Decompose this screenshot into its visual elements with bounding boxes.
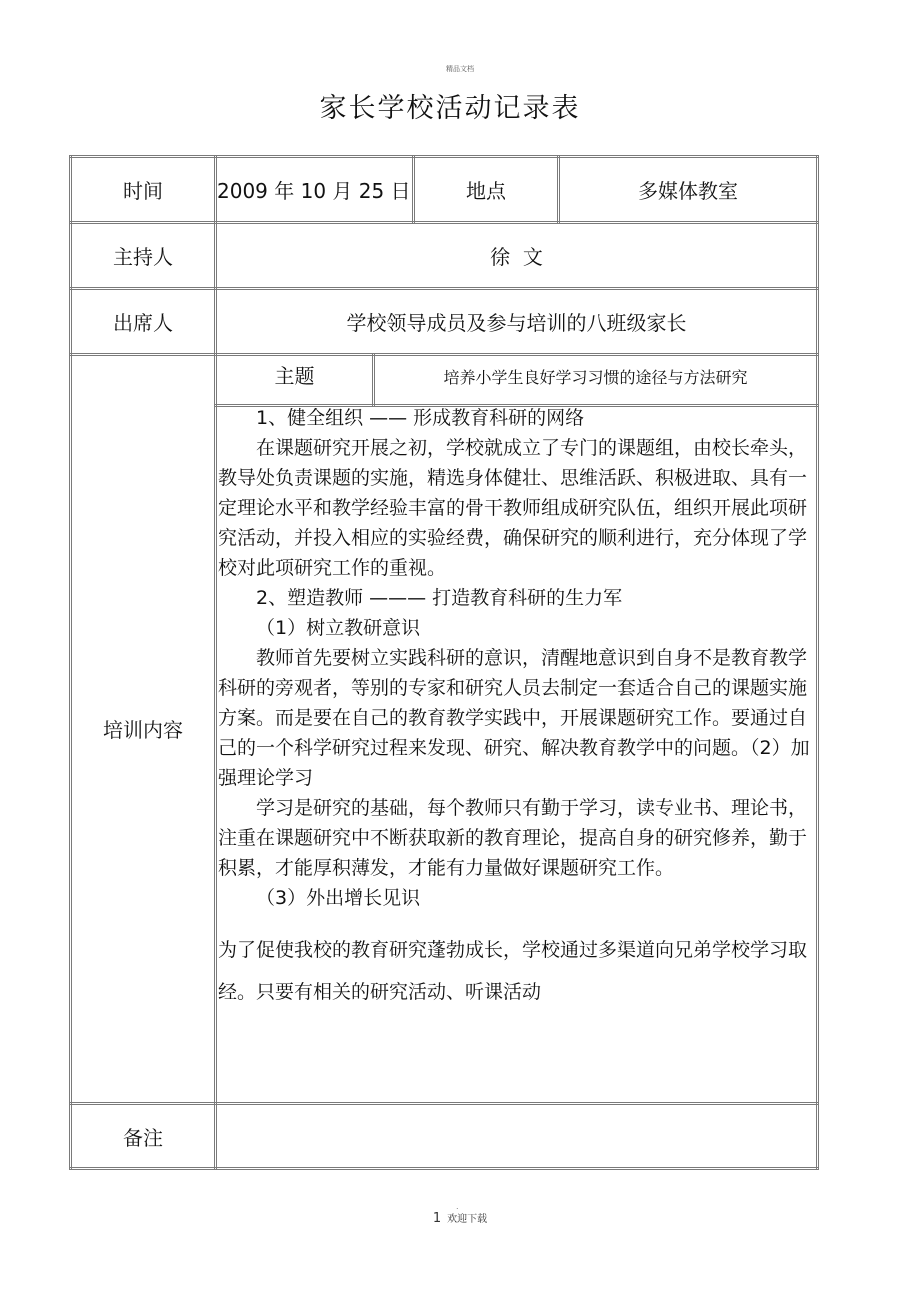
remarks-value bbox=[217, 1105, 816, 1167]
content-paragraph-1: 在课题研究开展之初，学校就成立了专门的课题组，由校长牵头，教导处负责课题的实施，精选身体健壮、思维活跃、积极进取、具有一定理论水平和教学经验丰富的骨干教师组成研究队伍，组织开展此项研究活动，并投入相应的实验经费，确保研究的顺利进行，充分体现了学校对此项研究工作的重视。 bbox=[218, 437, 808, 579]
page-title: 家长学校活动记录表 bbox=[319, 93, 581, 124]
footer-dot: . bbox=[456, 1202, 459, 1211]
table-border-right bbox=[816, 155, 819, 1170]
place-label: 地点 bbox=[466, 179, 506, 203]
remarks-label: 备注 bbox=[123, 1125, 163, 1150]
host-label: 主持人 bbox=[113, 245, 173, 269]
content-label: 培训内容 bbox=[103, 717, 183, 742]
content-heading-1: 1、健全组织 —— 形成教育科研的网络 bbox=[256, 407, 585, 429]
host-value: 徐 文 bbox=[490, 245, 543, 269]
content-paragraph-4: 为了促使我校的教育研究蓬勃成长，学校通过多渠道向兄弟学校学习取经。只要有相关的研究活动、听课活动 bbox=[218, 939, 808, 1003]
topic-value: 培养小学生良好学习习惯的途径与方法研究 bbox=[443, 367, 748, 387]
attendees-value: 学校领导成员及参与培训的八班级家长 bbox=[346, 311, 687, 335]
time-label: 时间 bbox=[123, 179, 163, 203]
content-paragraph-3: 学习是研究的基础，每个教师只有勤于学习，读专业书、理论书，注重在课题研究中不断获取新的教育理论，提高自身的研究修养，勤于积累，才能厚积薄发，才能有力量做好课题研究工作。 bbox=[218, 797, 808, 879]
content-subheading-1: （1）树立教研意识 bbox=[256, 617, 421, 639]
content-paragraph-2: 教师首先要树立实践科研的意识，清醒地意识到自身不是教育教学科研的旁观者，等别的专家和研究人员去制定一套适合自己的课题实施方案。而是要在自己的教育教学实践中，开展课题研究工作。要通过自己的一个科学研究过程来发现、研究、解决教育教学中的问题。（2）加强理论学习 bbox=[218, 647, 810, 789]
content-subheading-3: （3）外出增长见识 bbox=[256, 887, 421, 909]
page-note: 欢迎下载 bbox=[447, 1214, 488, 1225]
content-heading-2: 2、塑造教师 ——— 打造教育科研的生力军 bbox=[256, 587, 623, 609]
training-content bbox=[218, 403, 812, 1013]
topic-label: 主题 bbox=[274, 363, 315, 388]
page-number: 1 bbox=[432, 1211, 442, 1226]
header-watermark: 精品文档 bbox=[446, 65, 474, 73]
time-value: 2009 年 10 月 25 日 bbox=[217, 179, 411, 203]
attendees-label: 出席人 bbox=[113, 311, 173, 335]
table-border-bottom bbox=[69, 1167, 819, 1170]
page-footer bbox=[0, 1202, 920, 1226]
place-value: 多媒体教室 bbox=[638, 179, 738, 203]
